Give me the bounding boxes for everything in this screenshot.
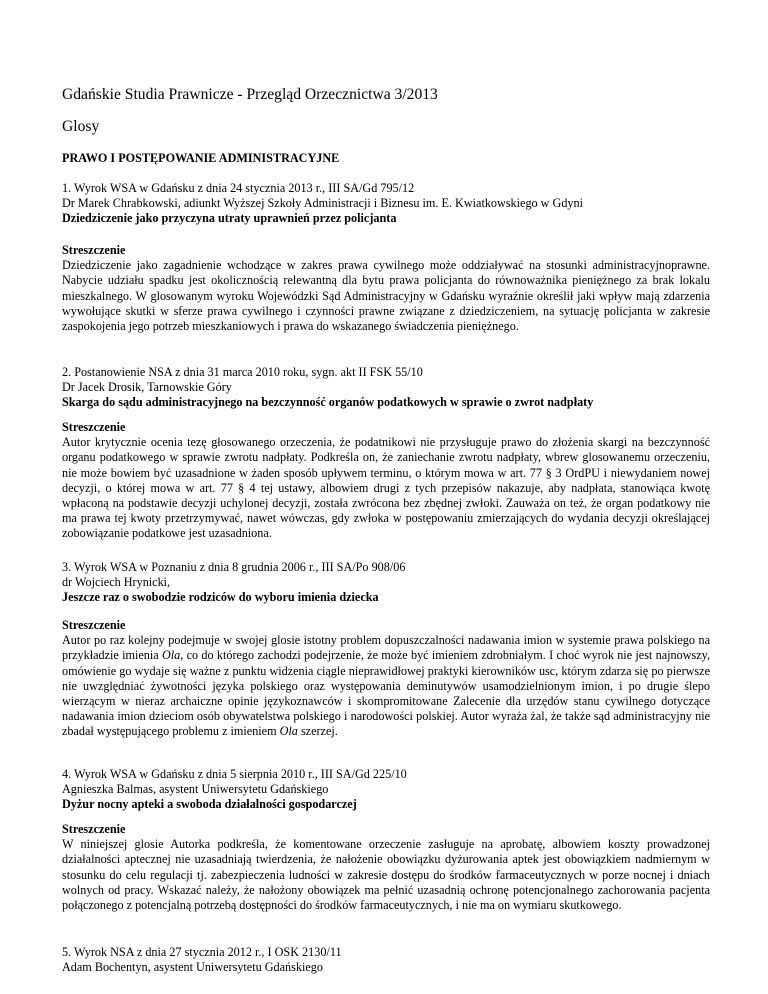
summary-text-part: , co do którego zachodzi podejrzenie, że może być imieniem zdrobniałym. I choć wyrok nie jest najnowszy, omówienie go wydaje się ważne z punktu widzenia ciągle nieprawidłowej praktyki kierowników usc, którym zdarza się po pierwsze nie uwzględniać żywotności języka polskiego oraz występowania deminutywów usamodzielnionym imion, i po drugie ślepo wierzącym w nieraz archaiczne opinie językoznawców i skompromitowane Zalecenie dla urzędów stanu cywilnego dotyczące nadawania imion dzieciom osób obywatelstwa polskiego i narodowości polskiej. Autor wyraża żal, że także sąd administracyjny nie zbadał występującego problemu z imieniem: [62, 648, 710, 739]
gloss-subject: Jeszcze raz o swobodzie rodziców do wyboru imienia dziecka: [62, 590, 379, 605]
summary-text-part: Autor po raz kolejny podejmuje w swojej glosie istotny problem dopuszczalności nadawania imion w systemie prawa polskiego na przykładzie imienia: [62, 633, 710, 663]
gloss-subject: Skarga do sądu administracyjnego na bezczynność organów podatkowych w sprawie o zwrot nadpłaty: [62, 395, 594, 410]
ruling-reference: 2. Postanowienie NSA z dnia 31 marca 2010 roku, sygn. akt II FSK 55/10: [62, 365, 423, 379]
gloss-entry-1-header: [62, 181, 710, 227]
ruling-reference: 3. Wyrok WSA w Poznaniu z dnia 8 grudnia 2006 r., III SA/Po 908/06: [62, 560, 406, 574]
gloss-entry-2-summary: [62, 420, 710, 542]
gloss-entry-4-header: [62, 767, 710, 813]
part-heading: PRAWO I POSTĘPOWANIE ADMINISTRACYJNE: [62, 151, 340, 165]
gloss-entry-3-header: [62, 560, 710, 606]
summary-label: Streszczenie: [62, 243, 126, 257]
author-line: Dr Marek Chrabkowski, adiunkt Wyższej Szkoły Administracji i Biznesu im. E. Kwiatkowskiego w Gdyni: [62, 196, 583, 211]
summary-text: [62, 633, 710, 739]
ruling-reference: 4. Wyrok WSA w Gdańsku z dnia 5 sierpnia 2010 r., III SA/Gd 225/10: [62, 767, 407, 781]
name-emphasis: Ola: [279, 724, 298, 739]
gloss-entry-4-summary: [62, 822, 710, 913]
name-emphasis: Ola: [161, 648, 181, 663]
summary-text: W niniejszej glosie Autorka podkreśla, że komentowane orzeczenie zasługuje na aprobatę, albowiem koszty prowadzonej działalności aptecznej nie uzasadniają twierdzenia, że nałożenie obowiązku dyżurowania aptek jest obowiązkiem nadmiernym w stosunku do celu regulacji tj. zabezpieczenia ludności w zakresie dostępu do środków farmaceutycznych w porze nocnej i dniach wolnych od pracy. Wskazać należy, że nałożony obowiązek ma pełnić uzasadnią ochronę potencjonalnego zachorowania pacjenta połączonego z potencjalną potrzebą dostępności do środków farmaceutycznych, i nie ma on wymiaru skutkowego.: [62, 837, 710, 913]
author-line: Adam Bochentyn, asystent Uniwersytetu Gdańskiego: [62, 960, 323, 975]
journal-title: Gdańskie Studia Prawnicze - Przegląd Orzecznictwa 3/2013: [62, 86, 438, 103]
gloss-subject: Dziedziczenie jako przyczyna utraty uprawnień przez policjanta: [62, 211, 397, 226]
summary-text: Dziedziczenie jako zagadnienie wchodzące w zakres prawa cywilnego może oddziaływać na stosunki administracyjnoprawne. Nabycie udziału spadku jest okolicznością relewantną dla bytu prawa policjanta do równoważnika pieniężnego za brak lokalu mieszkalnego. W glosowanym wyroku Wojewódzki Sąd Administracyjny w Gdańsku wyraźnie określił jaki wpływ mają zdarzenia wywołujące skutki w sferze prawa cywilnego i czynności prawne związane z dziedziczeniem, na sytuację policjanta w zakresie zaspokojenia jego potrzeb mieszkaniowych i prawa do wskazanego świadczenia pieniężnego.: [62, 258, 710, 334]
author-line: dr Wojciech Hrynicki,: [62, 575, 171, 590]
ruling-reference: 5. Wyrok NSA z dnia 27 stycznia 2012 r., I OSK 2130/11: [62, 945, 342, 959]
ruling-reference: 1. Wyrok WSA w Gdańsku z dnia 24 stycznia 2013 r., III SA/Gd 795/12: [62, 181, 415, 195]
summary-label: Streszczenie: [62, 420, 126, 434]
summary-label: Streszczenie: [62, 618, 126, 632]
summary-label: Streszczenie: [62, 822, 126, 836]
gloss-entry-2-header: [62, 365, 710, 411]
gloss-entry-5-header: [62, 945, 710, 975]
summary-text: Autor krytycznie ocenia tezę głosowanego orzeczenia, że podatnikowi nie przysługuje prawo do złożenia skargi na bezczynność organu podatkowego w sprawie zwrotu nadpłaty. Podkreśla on, że zaniechanie zwrotu nadpłaty, wbrew glosowanemu orzeczeniu, nie może bowiem być uzasadnione w żaden sposób upływem terminu, o którym mowa w art. 77 § 3 OrdPU i niewydaniem nowej decyzji, o której mowa w art. 77 § 4 tej ustawy, albowiem drugi z tych przepisów nakazuje, aby nadpłata, stanowiąca kwotę wpłaconą na podstawie decyzji uchylonej decyzji, została zwrócona bez zbędnej zwłoki. Zauważa on też, że organ podatkowy nie ma prawa tej kwoty przetrzymywać, nawet wówczas, gdy zwłoka w postępowaniu zmierzających do wydania decyzji określającej zobowiązanie podatkowe jest uzasadniona.: [62, 435, 710, 541]
gloss-entry-1-summary: [62, 243, 710, 334]
section-title: Glosy: [62, 118, 100, 135]
gloss-subject: Dyżur nocny apteki a swoboda działalności gospodarczej: [62, 797, 357, 812]
author-line: Dr Jacek Drosik, Tarnowskie Góry: [62, 380, 232, 395]
summary-text-part: szerzej.: [297, 724, 338, 739]
gloss-entry-3-summary: [62, 618, 710, 740]
author-line: Agnieszka Balmas, asystent Uniwersytetu Gdańskiego: [62, 782, 329, 797]
